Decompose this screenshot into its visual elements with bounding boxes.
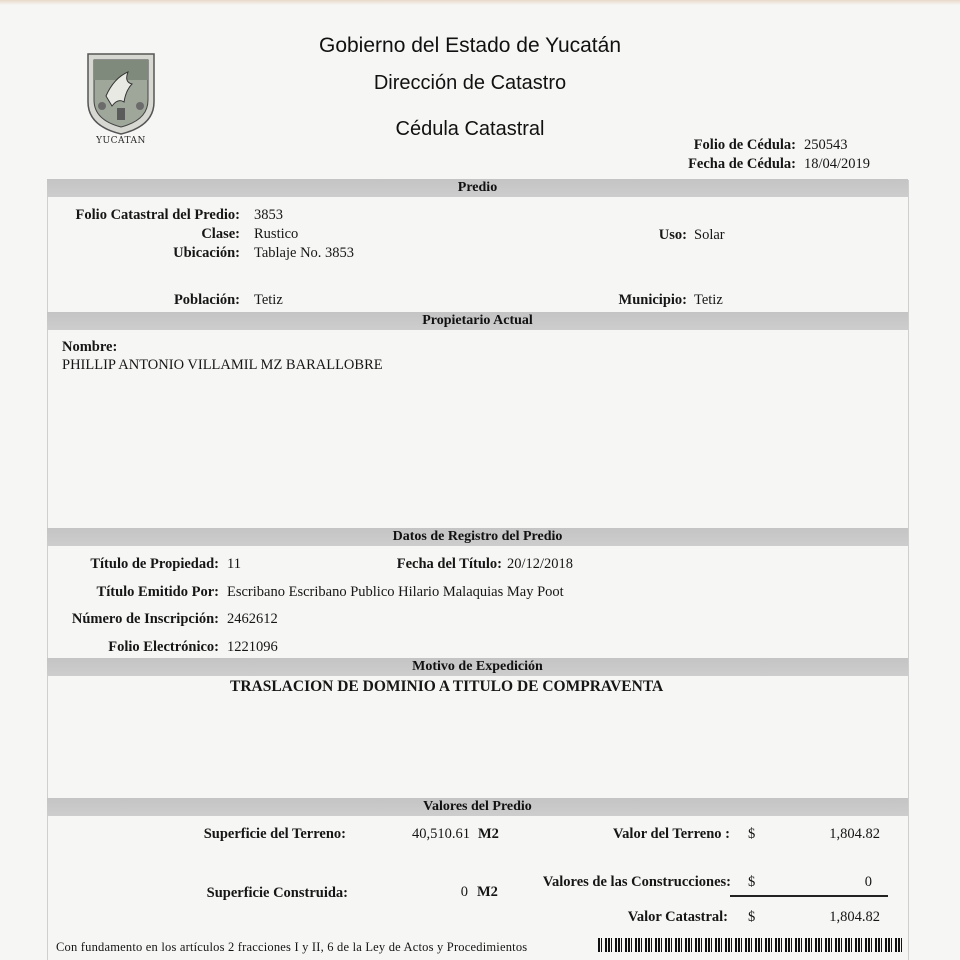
superficie-terreno-unit: M2: [478, 826, 499, 842]
valor-catastral-currency: $: [748, 909, 756, 925]
sum-divider: [730, 895, 888, 897]
clase-label: Clase:: [201, 226, 240, 242]
folio-electronico-value: 1221096: [227, 639, 278, 655]
section-predio-header: Predio: [47, 179, 908, 197]
municipio-label: Municipio:: [618, 292, 687, 308]
yucatan-seal-icon: [84, 50, 158, 148]
barcode-icon: [598, 938, 902, 952]
poblacion-value: Tetiz: [254, 292, 283, 308]
superficie-construida-unit: M2: [477, 884, 498, 900]
valor-catastral-value: 1,804.82: [829, 909, 880, 925]
valor-catastral-label: Valor Catastral:: [627, 909, 728, 925]
uso-label: Uso:: [658, 227, 687, 243]
section-valores-header: Valores del Predio: [47, 798, 908, 816]
valor-terreno-label: Valor del Terreno :: [613, 826, 730, 842]
fecha-titulo-value: 20/12/2018: [507, 556, 574, 572]
titulo-propiedad-label: Título de Propiedad:: [90, 556, 219, 572]
page-edge: [0, 0, 960, 5]
government-title: Gobierno del Estado de Yucatán: [318, 34, 621, 57]
titulo-emitido-label: Título Emitido Por:: [96, 584, 219, 600]
titulo-emitido-value: Escribano Escribano Publico Hilario Malaquias May Poot: [227, 584, 564, 600]
fecha-cedula-label: Fecha de Cédula:: [688, 156, 796, 172]
folio-cedula-value: 250543: [804, 137, 848, 153]
department-title: Dirección de Catastro: [373, 72, 567, 94]
municipio-value: Tetiz: [694, 292, 723, 308]
section-registro-header: Datos de Registro del Predio: [47, 528, 908, 546]
nombre-value: PHILLIP ANTONIO VILLAMIL MZ BARALLOBRE: [62, 357, 383, 373]
clase-value: Rustico: [254, 226, 299, 242]
numero-inscripcion-value: 2462612: [227, 611, 278, 627]
motivo-value: TRASLACION DE DOMINIO A TITULO DE COMPRAVENTA: [230, 678, 664, 695]
numero-inscripcion-label: Número de Inscripción:: [71, 611, 219, 627]
section-motivo-header: Motivo de Expedición: [47, 658, 908, 676]
document-title: Cédula Catastral: [395, 118, 545, 140]
uso-value: Solar: [694, 227, 725, 243]
superficie-construida-label: Superficie Construida:: [206, 885, 348, 901]
folio-catastral-value: 3853: [254, 207, 283, 223]
superficie-construida-value: 0: [460, 884, 468, 900]
ubicacion-value: Tablaje No. 3853: [254, 245, 355, 261]
folio-electronico-label: Folio Electrónico:: [108, 639, 219, 655]
ubicacion-label: Ubicación:: [173, 245, 240, 261]
valor-construcciones-currency: $: [748, 874, 756, 890]
valor-terreno-currency: $: [748, 826, 756, 842]
section-propietario-header: Propietario Actual: [47, 312, 908, 330]
folio-cedula-label: Folio de Cédula:: [693, 137, 796, 153]
legal-footer: Con fundamento en los artículos 2 fracciones I y II, 6 de la Ley de Actos y Procedimientos: [56, 940, 528, 954]
poblacion-label: Población:: [173, 292, 240, 308]
folio-catastral-label: Folio Catastral del Predio:: [75, 207, 240, 223]
nombre-label: Nombre:: [62, 339, 118, 355]
valor-terreno-value: 1,804.82: [829, 826, 880, 842]
fecha-cedula-value: 18/04/2019: [804, 156, 871, 172]
fecha-titulo-label: Fecha del Título:: [396, 556, 502, 572]
valor-construcciones-value: 0: [864, 874, 872, 890]
seal-label: YUCATAN: [96, 136, 146, 146]
superficie-terreno-label: Superficie del Terreno:: [203, 826, 346, 842]
titulo-propiedad-value: 11: [227, 556, 241, 572]
valor-construcciones-label: Valores de las Construcciones:: [542, 874, 731, 890]
superficie-terreno-value: 40,510.61: [412, 826, 470, 842]
